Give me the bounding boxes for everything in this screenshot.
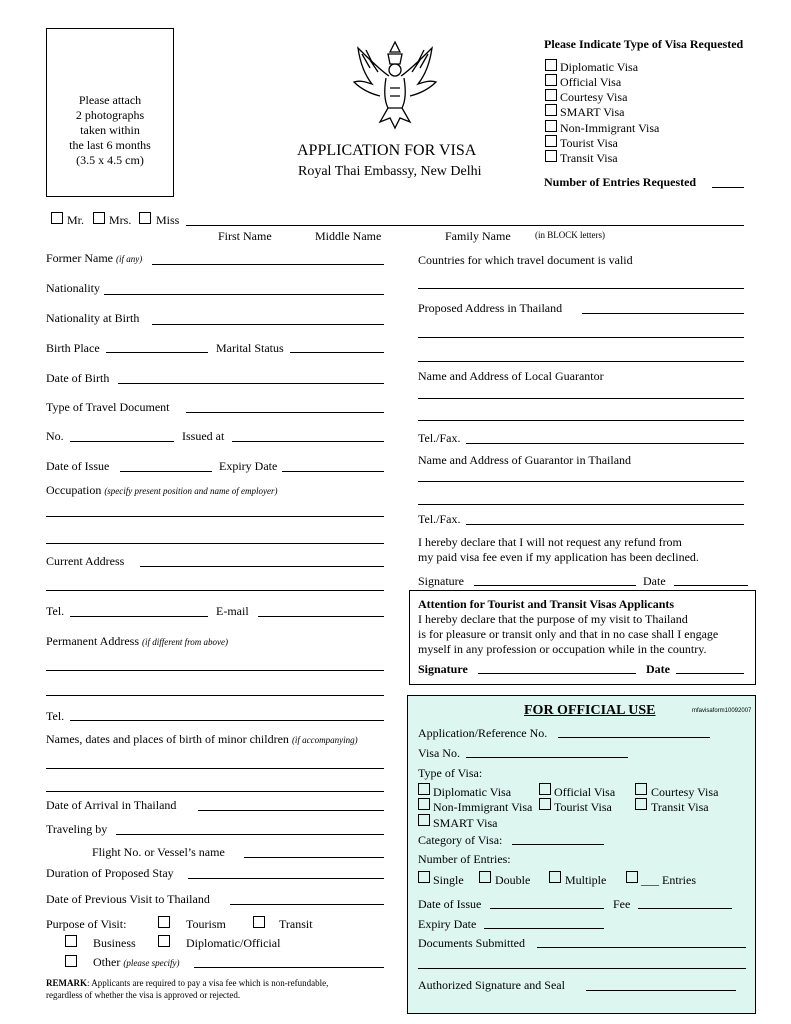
address-thailand-label: Proposed Address in Thailand — [418, 301, 563, 315]
duration-label: Duration of Proposed Stay — [46, 866, 174, 880]
visa-type-heading: Please Indicate Type of Visa Requested — [544, 37, 744, 51]
official-date-issue-label: Date of Issue — [418, 897, 482, 911]
guarantor-thailand-field-2[interactable] — [418, 504, 744, 505]
occupation-field-2[interactable] — [46, 543, 384, 544]
other-checkbox[interactable] — [65, 955, 77, 967]
tourism-label: Tourism — [186, 917, 226, 931]
tel-field[interactable] — [70, 616, 208, 617]
double-label: Double — [495, 873, 531, 887]
official-visa-no-label: Visa No. — [418, 746, 460, 760]
form-title: APPLICATION FOR VISA — [297, 142, 477, 159]
occupation-label — [46, 483, 277, 498]
official-fee-label: Fee — [613, 897, 631, 911]
issued-at-field[interactable] — [232, 441, 384, 442]
official-type-label: Type of Visa: — [418, 766, 483, 780]
auth-signature-field[interactable] — [586, 990, 736, 991]
perm-address-field[interactable] — [46, 670, 384, 671]
nationality-label: Nationality — [46, 281, 100, 295]
other-label — [93, 955, 180, 970]
occupation-field[interactable] — [46, 516, 384, 517]
travel-doc-field[interactable] — [186, 412, 384, 413]
email-field[interactable] — [258, 616, 384, 617]
date-label: Date — [643, 574, 666, 588]
children-text: Names, dates and places of birth of minor children — [46, 732, 289, 746]
transit-label: Transit — [279, 917, 313, 931]
business-checkbox[interactable] — [65, 935, 77, 947]
purpose-label: Purpose of Visit: — [46, 917, 127, 931]
flight-field[interactable] — [244, 857, 384, 858]
official-smart-checkbox[interactable] — [418, 814, 430, 826]
remark-line-2: regardless of whether the visa is approved or rejected. — [46, 990, 241, 1000]
birth-place-field[interactable] — [106, 352, 208, 353]
remark-line-1 — [46, 978, 328, 988]
custom-entries-label: ___ Entries — [641, 873, 696, 887]
attention-line-2: is for pleasure or transit only and that in no case shall I engage — [418, 627, 719, 641]
perm-address-field-2[interactable] — [46, 695, 384, 696]
former-name-label — [46, 251, 142, 266]
visa-option-checkbox[interactable] — [545, 74, 557, 86]
entries-requested-field[interactable] — [712, 187, 744, 188]
date-field[interactable] — [674, 585, 748, 586]
doc-no-label: No. — [46, 429, 64, 443]
signature-label: Signature — [418, 574, 464, 588]
official-category-label: Category of Visa: — [418, 833, 503, 847]
former-name-note: (if any) — [115, 254, 143, 264]
issued-at-label: Issued at — [182, 429, 225, 443]
refund-declaration-2: my paid visa fee even if my application has been declined. — [418, 550, 699, 564]
appref-label: Application/Reference No. — [418, 726, 548, 740]
visa-option-checkbox[interactable] — [545, 89, 557, 101]
photo-box — [46, 28, 174, 197]
attention-signature-label: Signature — [418, 662, 468, 676]
children-note: (if accompanying) — [291, 735, 358, 745]
attention-date-label: Date — [646, 662, 670, 676]
official-nonimmigrant-checkbox[interactable] — [418, 798, 430, 810]
visa-option-checkbox[interactable] — [545, 120, 557, 132]
telfax2-label: Tel./Fax. — [418, 512, 461, 526]
local-guarantor-label: Name and Address of Local Guarantor — [418, 369, 604, 383]
tel2-label: Tel. — [46, 709, 65, 723]
current-address-field-2[interactable] — [46, 590, 384, 591]
official-official-checkbox[interactable] — [539, 783, 551, 795]
visa-option-checkbox[interactable] — [545, 104, 557, 116]
countries-field[interactable] — [418, 288, 744, 289]
form-subtitle: Royal Thai Embassy, New Delhi — [298, 164, 482, 179]
other-field[interactable] — [194, 967, 384, 968]
occupation-note: (specify present position and name of employer) — [104, 486, 278, 496]
traveling-by-field[interactable] — [116, 834, 384, 835]
attention-date-field[interactable] — [676, 673, 744, 674]
auth-signature-label: Authorized Signature and Seal — [418, 978, 565, 992]
date-issue-label: Date of Issue — [46, 459, 110, 473]
tel-label: Tel. — [46, 604, 65, 618]
official-visa-no-field[interactable] — [466, 757, 628, 758]
official-nonimmigrant-label: Non-Immigrant Visa — [433, 800, 533, 814]
business-label: Business — [93, 936, 136, 950]
dob-label: Date of Birth — [46, 371, 110, 385]
other-note: (please specify) — [123, 958, 180, 968]
multiple-label: Multiple — [565, 873, 607, 887]
documents-field-2[interactable] — [418, 968, 746, 969]
local-guarantor-field-2[interactable] — [418, 420, 744, 421]
official-diplomatic-label: Diplomatic Visa — [433, 785, 512, 799]
prev-visit-field[interactable] — [230, 904, 384, 905]
diplomatic-checkbox[interactable] — [158, 935, 170, 947]
official-transit-checkbox[interactable] — [635, 798, 647, 810]
marital-status-label: Marital Status — [216, 341, 284, 355]
photo-line: 2 photographs — [75, 108, 145, 122]
attention-line-3: myself in any profession or occupation while in the country. — [418, 642, 707, 656]
perm-address-note: (if different from above) — [141, 637, 229, 647]
diplomatic-label: Diplomatic/Official — [186, 936, 281, 950]
tel2-field[interactable] — [70, 720, 384, 721]
single-label: Single — [433, 873, 464, 887]
miss-label: Miss — [156, 213, 180, 227]
middle-name-caption: Middle Name — [315, 229, 382, 243]
nationality-field[interactable] — [104, 294, 384, 295]
travel-doc-label: Type of Travel Document — [46, 400, 170, 414]
first-name-caption: First Name — [218, 229, 272, 243]
official-smart-label: SMART Visa — [433, 816, 498, 830]
arrival-label: Date of Arrival in Thailand — [46, 798, 177, 812]
appref-field[interactable] — [558, 737, 710, 738]
telfax1-field[interactable] — [466, 443, 744, 444]
full-name-field[interactable] — [186, 225, 744, 226]
visa-option-label: Tourist Visa — [560, 136, 618, 150]
countries-label: Countries for which travel document is valid — [418, 253, 633, 267]
telfax1-label: Tel./Fax. — [418, 431, 461, 445]
nationality-birth-field[interactable] — [152, 324, 384, 325]
flight-label: Flight No. or Vessel’s name — [92, 845, 225, 859]
official-category-field[interactable] — [512, 844, 604, 845]
tourism-checkbox[interactable] — [158, 916, 170, 928]
form-code: mfavisaform10092007 — [692, 708, 752, 714]
remark-text: : Applicants are required to pay a visa fee which is non-refundable, — [87, 978, 329, 988]
telfax2-field[interactable] — [466, 524, 744, 525]
official-date-issue-field[interactable] — [490, 908, 604, 909]
visa-option-checkbox[interactable] — [545, 150, 557, 162]
official-tourist-label: Tourist Visa — [554, 800, 612, 814]
visa-option-label: Diplomatic Visa — [560, 60, 639, 74]
family-name-caption: Family Name — [445, 229, 511, 243]
multiple-checkbox[interactable] — [549, 871, 561, 883]
photo-line: Please attach — [78, 93, 142, 107]
occupation-text: Occupation — [46, 483, 102, 497]
mrs-checkbox[interactable] — [93, 212, 105, 224]
photo-line: taken within — [80, 123, 140, 137]
official-expiry-field[interactable] — [484, 928, 604, 929]
address-thailand-field-2[interactable] — [418, 337, 744, 338]
current-address-label: Current Address — [46, 554, 125, 568]
nationality-birth-label: Nationality at Birth — [46, 311, 140, 325]
block-letters-caption: (in BLOCK letters) — [535, 230, 605, 240]
children-label — [46, 732, 358, 747]
visa-option-checkbox[interactable] — [545, 59, 557, 71]
mr-label: Mr. — [67, 213, 85, 227]
perm-address-text: Permanent Address — [46, 634, 139, 648]
official-use-heading: FOR OFFICIAL USE — [524, 703, 656, 718]
other-text: Other — [93, 955, 121, 969]
attention-signature-field[interactable] — [478, 673, 636, 674]
official-tourist-checkbox[interactable] — [539, 798, 551, 810]
dob-field[interactable] — [118, 383, 384, 384]
entries-requested-label: Number of Entries Requested — [544, 175, 697, 189]
prev-visit-label: Date of Previous Visit to Thailand — [46, 892, 210, 906]
current-address-field[interactable] — [140, 566, 384, 567]
transit-checkbox[interactable] — [253, 916, 265, 928]
marital-status-field[interactable] — [290, 352, 384, 353]
official-courtesy-checkbox[interactable] — [635, 783, 647, 795]
photo-line: the last 6 months — [69, 138, 151, 152]
children-field[interactable] — [46, 768, 384, 769]
former-name-field[interactable] — [152, 264, 384, 265]
visa-option-label: Courtesy Visa — [560, 90, 628, 104]
attention-line-1: I hereby declare that the purpose of my visit to Thailand — [418, 612, 688, 626]
address-thailand-field-3[interactable] — [418, 361, 744, 362]
visa-option-checkbox[interactable] — [545, 135, 557, 147]
single-checkbox[interactable] — [418, 871, 430, 883]
local-guarantor-field[interactable] — [418, 398, 744, 399]
expiry-label: Expiry Date — [219, 459, 278, 473]
custom-entries-checkbox[interactable] — [626, 871, 638, 883]
former-name-text: Former Name — [46, 251, 113, 265]
email-label: E-mail — [216, 604, 249, 618]
garuda-emblem-icon — [350, 38, 440, 134]
photo-line: (3.5 x 4.5 cm) — [76, 153, 144, 167]
double-checkbox[interactable] — [479, 871, 491, 883]
miss-checkbox[interactable] — [139, 212, 151, 224]
documents-field[interactable] — [537, 947, 746, 948]
attention-heading: Attention for Tourist and Transit Visas Applicants — [418, 597, 675, 611]
official-courtesy-label: Courtesy Visa — [651, 785, 719, 799]
visa-option-label: SMART Visa — [560, 105, 625, 119]
mr-checkbox[interactable] — [51, 212, 63, 224]
expiry-field[interactable] — [282, 471, 384, 472]
official-fee-field[interactable] — [638, 908, 732, 909]
documents-label: Documents Submitted — [418, 936, 525, 950]
remark-label: REMARK — [46, 978, 87, 988]
visa-option-label: Non-Immigrant Visa — [560, 121, 660, 135]
traveling-by-label: Traveling by — [46, 822, 108, 836]
signature-field[interactable] — [474, 585, 636, 586]
arrival-field[interactable] — [198, 810, 384, 811]
refund-declaration-1: I hereby declare that I will not request any refund from — [418, 535, 682, 549]
children-field-2[interactable] — [46, 791, 384, 792]
guarantor-thailand-label: Name and Address of Guarantor in Thailand — [418, 453, 632, 467]
official-expiry-label: Expiry Date — [418, 917, 477, 931]
doc-no-field[interactable] — [70, 441, 174, 442]
date-issue-field[interactable] — [120, 471, 212, 472]
visa-option-label: Official Visa — [560, 75, 622, 89]
guarantor-thailand-field[interactable] — [418, 481, 744, 482]
official-transit-label: Transit Visa — [651, 800, 709, 814]
visa-option-label: Transit Visa — [560, 151, 618, 165]
official-entries-label: Number of Entries: — [418, 852, 511, 866]
duration-field[interactable] — [188, 878, 384, 879]
perm-address-label — [46, 634, 228, 649]
birth-place-label: Birth Place — [46, 341, 100, 355]
address-thailand-field[interactable] — [582, 313, 744, 314]
official-official-label: Official Visa — [554, 785, 616, 799]
mrs-label: Mrs. — [109, 213, 132, 227]
official-diplomatic-checkbox[interactable] — [418, 783, 430, 795]
